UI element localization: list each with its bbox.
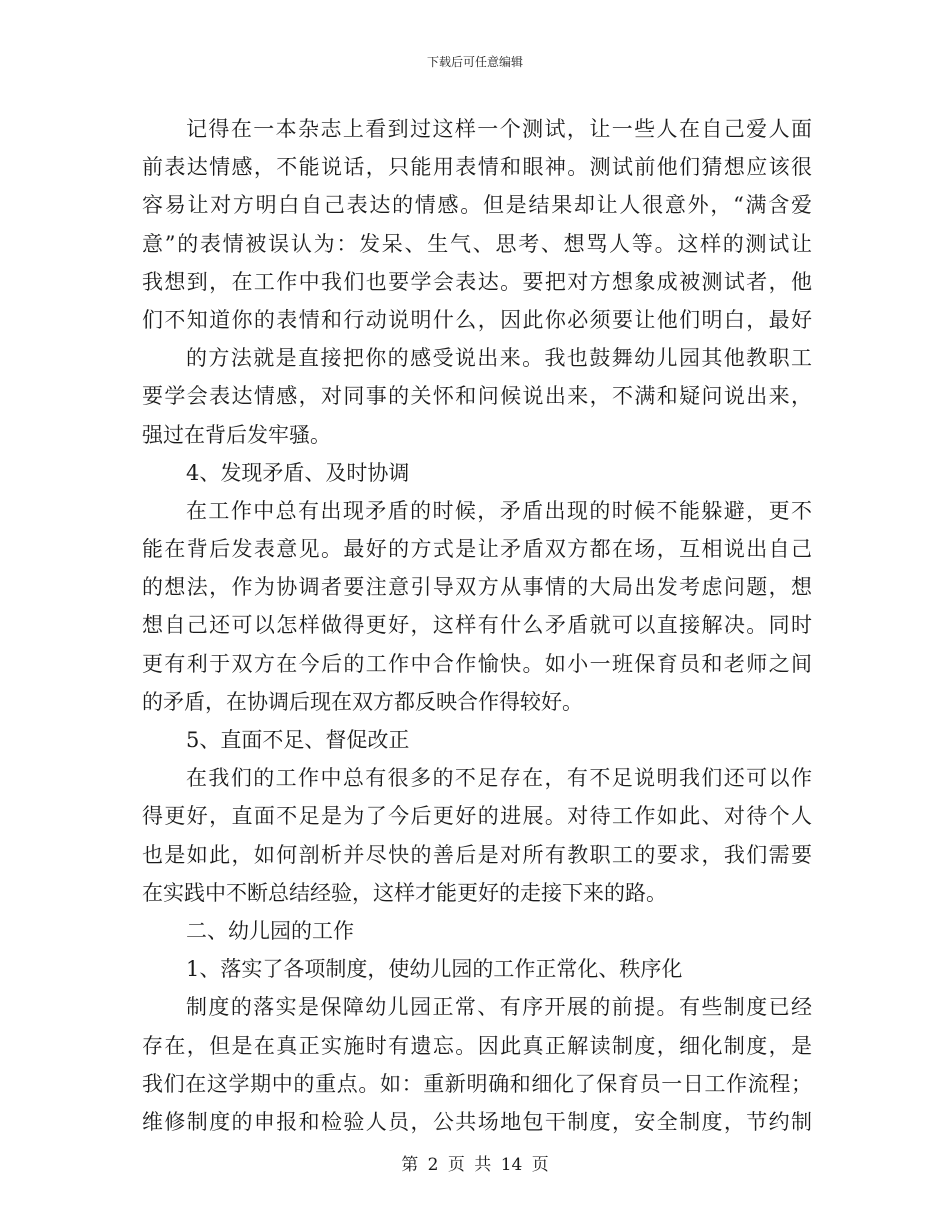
text-line: 制度的落实是保障幼儿园正常、有序开展的前提。有些制度已经 bbox=[186, 995, 812, 1020]
text-line: 能在背后发表意见。最好的方式是让矛盾双方都在场，互相说出自己 bbox=[142, 537, 812, 562]
text-line: 更有利于双方在今后的工作中合作愉快。如小一班保育员和老师之间 bbox=[142, 651, 812, 676]
page-header-note: 下载后可任意编辑 bbox=[426, 55, 523, 69]
text-line: 在我们的工作中总有很多的不足存在，有不足说明我们还可以作 bbox=[186, 766, 812, 791]
section-heading: 5、直面不足、督促改正 bbox=[186, 728, 410, 752]
text-line: 记得在一本杂志上看到过这样一个测试，让一些人在自己爱人面 bbox=[186, 117, 812, 141]
text-line: 想自己还可以怎样做得更好，这样有什么矛盾就可以直接解决。同时 bbox=[142, 613, 812, 638]
document-body bbox=[142, 110, 812, 1141]
text-line: 们不知道你的表情和行动说明什么，因此你必须要让他们明白，最好 bbox=[142, 307, 812, 332]
text-line: 的矛盾，在协调后现在双方都反映合作得较好。 bbox=[142, 689, 583, 714]
text-line: 维修制度的申报和检验人员，公共场地包干制度，安全制度，节约制 bbox=[142, 1109, 812, 1134]
text-line: 的想法，作为协调者要注意引导双方从事情的大局出发考虑问题，想 bbox=[142, 575, 812, 600]
page-number: 第 2 页 共 14 页 bbox=[401, 1155, 549, 1175]
text-line: 的方法就是直接把你的感受说出来。我也鼓舞幼儿园其他教职工 bbox=[186, 346, 812, 371]
text-line: 得更好，直面不足是为了今后更好的进展。对待工作如此、对待个人 bbox=[142, 804, 812, 829]
text-line: 前表达情感，不能说话，只能用表情和眼神。测试前他们猜想应该很 bbox=[142, 155, 812, 180]
text-line: 强过在背后发牢骚。 bbox=[142, 422, 331, 447]
chapter-heading: 二、幼儿园的工作 bbox=[186, 918, 354, 943]
section-heading: 1、落实了各项制度，使幼儿园的工作正常化、秩序化 bbox=[186, 957, 683, 982]
section-heading: 4、发现矛盾、及时协调 bbox=[186, 460, 410, 485]
text-line: 意”的表情被误认为：发呆、生气、思考、想骂人等。这样的测试让 bbox=[142, 231, 812, 256]
text-line: 容易让对方明白自己表达的情感。但是结果却让人很意外，“满含爱 bbox=[142, 193, 812, 218]
text-line: 也是如此，如何剖析并尽快的善后是对所有教职工的要求，我们需要 bbox=[142, 842, 812, 867]
text-line: 我想到，在工作中我们也要学会表达。要把对方想象成被测试者，他 bbox=[142, 269, 812, 294]
text-line: 在实践中不断总结经验，这样才能更好的走接下来的路。 bbox=[142, 880, 667, 905]
text-line: 要学会表达情感，对同事的关怀和问候说出来，不满和疑问说出来， bbox=[142, 384, 812, 409]
text-line: 我们在这学期中的重点。如：重新明确和细化了保育员一日工作流程； bbox=[142, 1071, 812, 1096]
text-line: 存在，但是在真正实施时有遗忘。因此真正解读制度，细化制度，是 bbox=[142, 1033, 812, 1058]
text-line: 在工作中总有出现矛盾的时候，矛盾出现的时候不能躲避，更不 bbox=[186, 498, 812, 523]
